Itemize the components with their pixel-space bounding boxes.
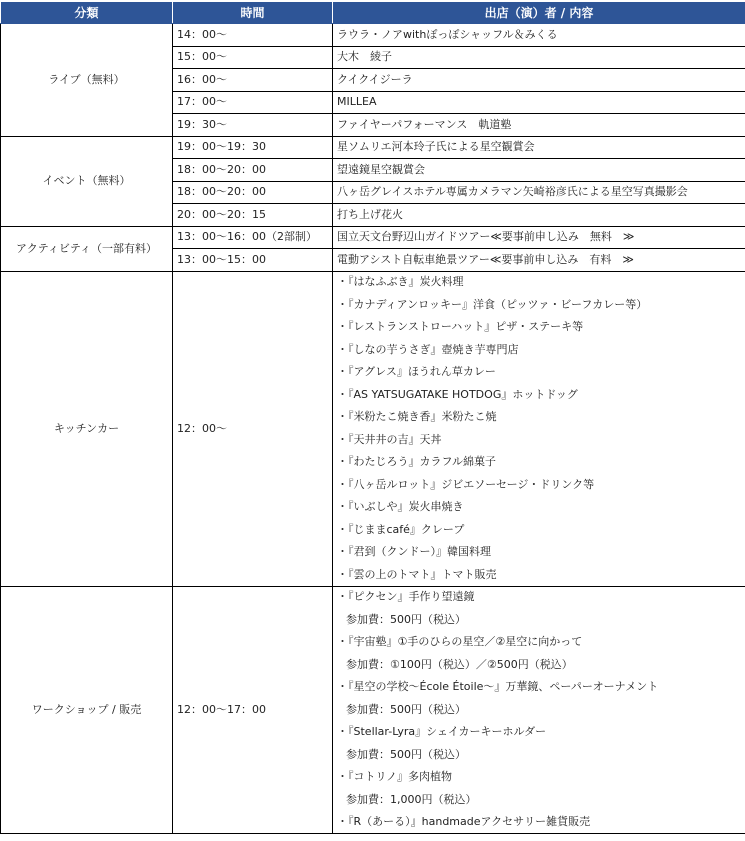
category-live: ライブ（無料） bbox=[1, 24, 173, 137]
fee-line: 参加費：500円（税込） bbox=[333, 699, 745, 722]
category-kitchen: キッチンカー bbox=[1, 271, 173, 586]
content-cell: ラウラ・ノアwithぽっぽシャッフル＆みくる bbox=[333, 24, 745, 47]
content-cell: 電動アシスト自転車絶景ツアー≪要事前申し込み 有料 ≫ bbox=[333, 249, 745, 272]
list-item: ・『宇宙塾』①手のひらの星空／②星空に向かって bbox=[333, 631, 745, 654]
time-cell: 14：00～ bbox=[173, 24, 333, 47]
content-cell: 八ヶ岳グレイスホテル専属カメラマン矢崎裕彦氏による星空写真撮影会 bbox=[333, 181, 745, 204]
time-cell: 18：00～20：00 bbox=[173, 159, 333, 182]
list-item: ・『はなふぶき』炭火料理 bbox=[333, 271, 745, 294]
time-cell: 16：00～ bbox=[173, 69, 333, 92]
list-item: ・『しなの芋うさぎ』壺焼き芋専門店 bbox=[333, 339, 745, 362]
time-cell: 17：00～ bbox=[173, 91, 333, 114]
header-row bbox=[1, 2, 745, 24]
fee-line: 参加費：1,000円（税込） bbox=[333, 789, 745, 812]
fee-line: 参加費：500円（税込） bbox=[333, 744, 745, 767]
time-cell: 20：00～20：15 bbox=[173, 204, 333, 227]
schedule-table bbox=[0, 1, 745, 834]
list-item: ・『レストランストローハット』ピザ・ステーキ等 bbox=[333, 316, 745, 339]
table-row bbox=[1, 586, 745, 609]
content-cell: 星ソムリエ河本玲子氏による星空観賞会 bbox=[333, 136, 745, 159]
content-cell: 国立天文台野辺山ガイドツアー≪要事前申し込み 無料 ≫ bbox=[333, 226, 745, 249]
list-item: ・『コトリノ』多肉植物 bbox=[333, 766, 745, 789]
header-content: 出店（演）者 / 内容 bbox=[333, 2, 745, 24]
time-cell: 18：00～20：00 bbox=[173, 181, 333, 204]
list-item: ・『じままcafé』クレープ bbox=[333, 519, 745, 542]
category-workshop: ワークショップ / 販売 bbox=[1, 586, 173, 834]
list-item: ・『AS YATSUGATAKE HOTDOG』ホットドッグ bbox=[333, 384, 745, 407]
content-cell: クイクイジーラ bbox=[333, 69, 745, 92]
category-activity: アクティビティ（一部有料） bbox=[1, 226, 173, 271]
table-row bbox=[1, 24, 745, 47]
time-cell: 13：00～15：00 bbox=[173, 249, 333, 272]
table-row bbox=[1, 271, 745, 294]
fee-line: 参加費：500円（税込） bbox=[333, 609, 745, 632]
header-time: 時間 bbox=[173, 2, 333, 24]
time-cell: 19：00～19：30 bbox=[173, 136, 333, 159]
content-cell: 打ち上げ花火 bbox=[333, 204, 745, 227]
content-cell: 望遠鏡星空観賞会 bbox=[333, 159, 745, 182]
table-row bbox=[1, 136, 745, 159]
table-row bbox=[1, 226, 745, 249]
time-cell: 12：00～ bbox=[173, 271, 333, 586]
time-cell: 19：30～ bbox=[173, 114, 333, 137]
list-item: ・『いぶしや』炭火串焼き bbox=[333, 496, 745, 519]
list-item: ・『八ヶ岳ルロット』ジビエソーセージ・ドリンク等 bbox=[333, 474, 745, 497]
list-item: ・『米粉たこ焼き香』米粉たこ焼 bbox=[333, 406, 745, 429]
list-item: ・『Stellar-Lyra』シェイカーキーホルダー bbox=[333, 721, 745, 744]
header-category: 分類 bbox=[1, 2, 173, 24]
list-item: ・『R（あーる）』handmadeアクセサリー雑貨販売 bbox=[333, 811, 745, 834]
time-cell: 13：00～16：00（2部制） bbox=[173, 226, 333, 249]
list-item: ・『カナディアンロッキー』洋食（ピッツァ・ビーフカレー等） bbox=[333, 294, 745, 317]
list-item: ・『雲の上のトマト』トマト販売 bbox=[333, 564, 745, 587]
list-item: ・『アグレス』ほうれん草カレー bbox=[333, 361, 745, 384]
list-item: ・『君到（クンドー）』韓国料理 bbox=[333, 541, 745, 564]
list-item: ・『星空の学校～École Étoile～』万華鏡、ペーパーオーナメント bbox=[333, 676, 745, 699]
content-cell: ファイヤーパフォーマンス 軌道塾 bbox=[333, 114, 745, 137]
fee-line: 参加費：①100円（税込）／②500円（税込） bbox=[333, 654, 745, 677]
time-cell: 15：00～ bbox=[173, 46, 333, 69]
content-cell: 大木 綾子 bbox=[333, 46, 745, 69]
list-item: ・『わたじろう』カラフル綿菓子 bbox=[333, 451, 745, 474]
list-item: ・『ピクセン』手作り望遠鏡 bbox=[333, 586, 745, 609]
content-cell: MILLEA bbox=[333, 91, 745, 114]
list-item: ・『天井井の吉』天丼 bbox=[333, 429, 745, 452]
time-cell: 12：00～17：00 bbox=[173, 586, 333, 834]
category-event: イベント（無料） bbox=[1, 136, 173, 226]
